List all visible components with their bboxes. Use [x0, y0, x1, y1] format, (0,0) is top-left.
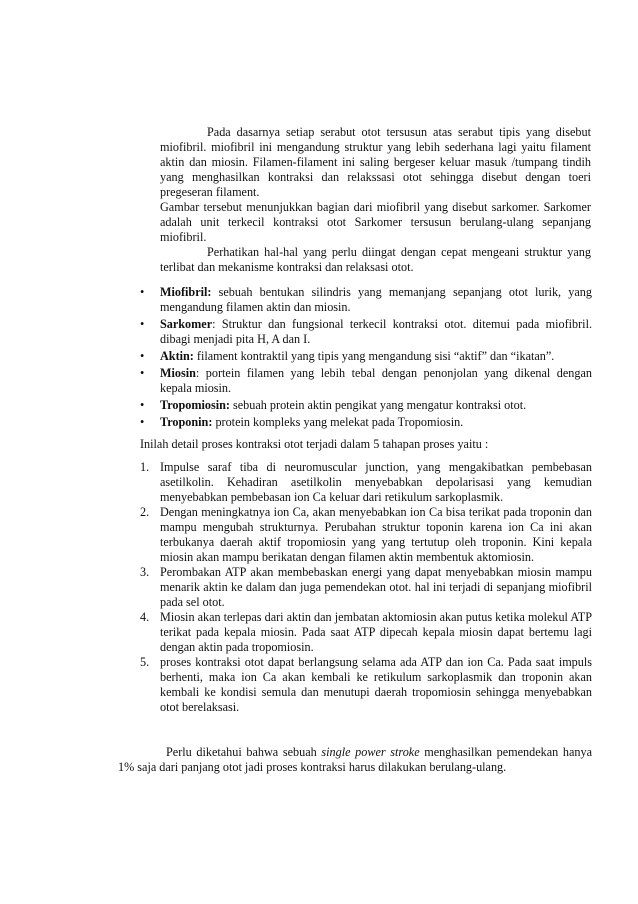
sarkomer-text: Gambar tersebut menunjukkan bagian dari miofibril yang disebut sarkomer. Sarkomer adalah unit terkecil kontraksi otot Sarkomer tersusun berulang-ulang sepanjang miofibril. [160, 200, 591, 244]
bullet-icon: • [140, 415, 145, 429]
definition-term: Aktin: [160, 349, 194, 363]
definition-term: Miofibril: [160, 285, 212, 299]
step-number: 5. [140, 655, 150, 669]
definition-list [140, 285, 592, 432]
list-item [140, 366, 592, 396]
bullet-icon: • [140, 366, 145, 380]
list-item [140, 505, 592, 565]
closing-after: menghasilkan pemendekan hanya 1% saja dari panjang otot jadi proses kontraksi harus dilakukan berulang-ulang. [118, 745, 592, 774]
definition-desc: : portein filamen yang lebih tebal dengan penonjolan yang dikenal dengan kepala miosin. [160, 366, 592, 395]
step-number: 1. [140, 460, 150, 474]
steps-list [140, 460, 592, 715]
definition-desc: sebuah bentukan silindris yang memanjang sepanjang otot lurik, yang mengandung filamen aktin dan miosin. [160, 285, 592, 314]
list-item [140, 285, 592, 315]
attention-text: Perhatikan hal-hal yang perlu diingat dengan cepat mengeani struktur yang terlibat dan mekanisme kontraksi dan relaksasi otot. [160, 245, 591, 274]
step-number: 3. [140, 565, 150, 579]
bullet-icon: • [140, 398, 145, 412]
definition-desc: : Struktur dan fungsional terkecil kontraksi otot. ditemui pada miofibril. dibagi menjadi pita H, A dan I. [160, 317, 592, 346]
bullet-icon: • [140, 349, 145, 363]
step-text: Impulse saraf tiba di neuromuscular junction, yang mengakibatkan pembebasan asetilkolin. Kehadiran asetilkolin menyebabkan depolarisasi yang kemudian menyebabkan pembebasan ion Ca keluar dari retikulum sarkoplasmik. [160, 460, 592, 504]
bullet-icon: • [140, 317, 145, 331]
list-item [140, 565, 592, 610]
list-item [140, 655, 592, 715]
bullet-icon: • [140, 285, 145, 299]
definition-desc: protein kompleks yang melekat pada Tropomiosin. [212, 415, 464, 429]
definition-term: Tropomiosin: [160, 398, 230, 412]
list-item [140, 610, 592, 655]
definition-term: Troponin: [160, 415, 213, 429]
intro-text: Pada dasarnya setiap serabut otot tersusun atas serabut tipis yang disebut miofibril. miofibril ini mengandung struktur yang lebih sederhana lagi yaitu filament aktin dan miosin. Filamen-filament ini saling bergeser keluar masuk /tumpang tindih yang menghasilkan kontraksi dan relakssasi otot sehingga disebut dengan toeri pregeseran filament. [160, 125, 591, 199]
definition-term: Sarkomer [160, 317, 213, 331]
definition-term: Miosin [160, 366, 196, 380]
step-text: proses kontraksi otot dapat berlangsung selama ada ATP dan ion Ca. Pada saat impuls berhenti, maka ion Ca akan kembali ke retikulum sarkoplasmik dan troponin akan kembali ke kondisi semula dan menutupi daerah tropomiosin sehingga menyebabkan otot berelaksasi. [160, 655, 592, 714]
list-item [140, 398, 592, 413]
closing-paragraph [118, 745, 592, 775]
step-number: 4. [140, 610, 150, 624]
list-item [140, 415, 592, 430]
intro-paragraph [160, 125, 591, 275]
definition-desc: filament kontraktil yang tipis yang mengandung sisi “aktif” dan “ikatan”. [193, 349, 555, 363]
list-item [140, 349, 592, 364]
steps-intro: Inilah detail proses kontraksi otot terjadi dalam 5 tahapan proses yaitu : [140, 437, 489, 451]
list-item [140, 317, 592, 347]
step-text: Miosin akan terlepas dari aktin dan jembatan aktomiosin akan putus ketika molekul ATP terikat pada kepala miosin. Pada saat ATP dipecah kepala miosin dapat bertemu lagi dengan aktin pada tropomiosin. [160, 610, 592, 654]
step-text: Perombakan ATP akan membebaskan energi yang dapat menyebabkan miosin mampu menarik aktin ke dalam dan juga pemendekan otot. hal ini terjadi di sepanjang miofibril pada sel otot. [160, 565, 592, 609]
closing-before: Perlu diketahui bahwa sebuah [166, 745, 322, 759]
step-number: 2. [140, 505, 150, 519]
definition-desc: sebuah protein aktin pengikat yang mengatur kontraksi otot. [229, 398, 527, 412]
closing-italic: single power stroke [321, 745, 420, 759]
step-text: Dengan meningkatnya ion Ca, akan menyebabkan ion Ca bisa terikat pada troponin dan mampu mengubah strukturnya. Perubahan struktur toponin karena ion Ca ini akan terbukanya daerah aktif tropomiosin yang yang tertutup oleh troponin. Kini kepala miosin akan mampu berikatan dengan filamen aktin membentuk aktomiosin. [160, 505, 592, 564]
list-item [140, 460, 592, 505]
